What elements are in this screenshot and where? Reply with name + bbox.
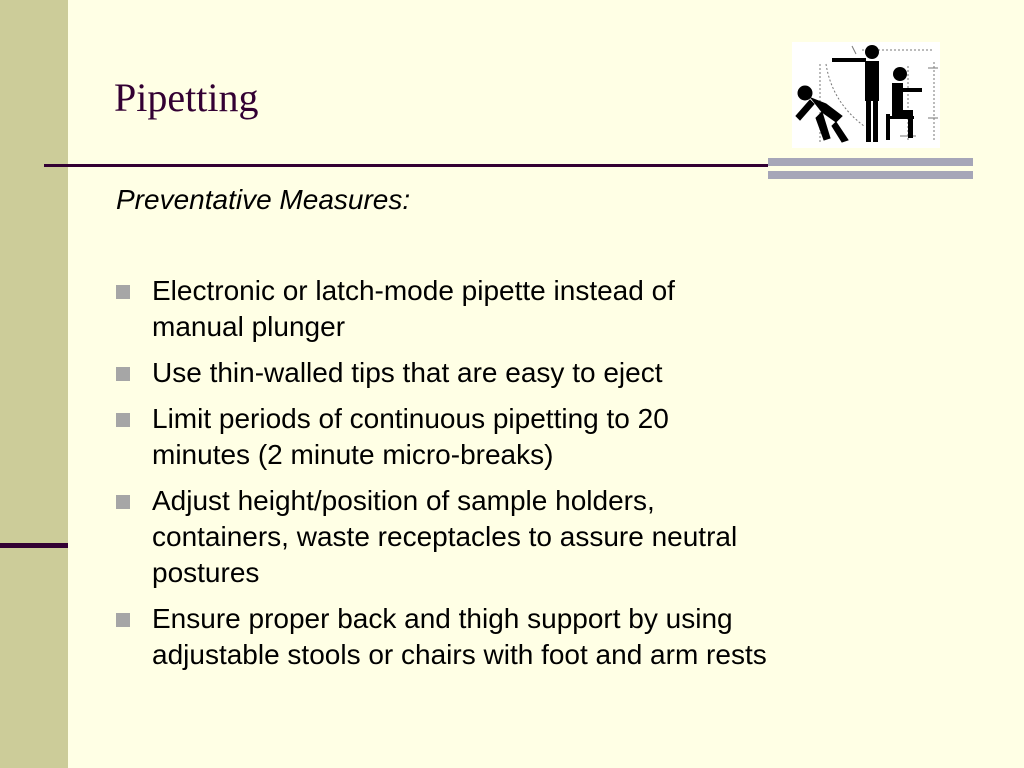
divider-bar-bottom xyxy=(768,171,973,179)
list-item xyxy=(114,601,914,673)
list-item xyxy=(114,483,914,591)
divider-bar-top xyxy=(768,158,973,166)
ergonomics-figures-icon xyxy=(792,42,940,148)
bullet-square-icon xyxy=(116,285,130,299)
bullet-line: Adjust height/position of sample holders, xyxy=(152,485,655,516)
list-item xyxy=(114,401,914,473)
bullet-line: Ensure proper back and thigh support by using xyxy=(152,603,733,634)
title-divider xyxy=(44,164,768,167)
bullet-line: postures xyxy=(152,557,260,588)
bullet-square-icon xyxy=(116,367,130,381)
list-item xyxy=(114,355,914,391)
left-decor-line xyxy=(0,543,68,548)
bullet-square-icon xyxy=(116,413,130,427)
bullet-line: manual plunger xyxy=(152,311,346,342)
bullet-square-icon xyxy=(116,495,130,509)
slide-title: Pipetting xyxy=(114,75,259,120)
list-item xyxy=(114,273,914,345)
left-decor-band xyxy=(0,0,68,768)
bullet-line: Use thin-walled tips that are easy to eject xyxy=(152,357,663,388)
bullet-line: minutes (2 minute micro-breaks) xyxy=(152,439,554,470)
subtitle: Preventative Measures: xyxy=(116,184,411,215)
bullet-line: adjustable stools or chairs with foot and arm rests xyxy=(152,639,767,670)
bullet-line: Electronic or latch-mode pipette instead of xyxy=(152,275,675,306)
bullet-line: Limit periods of continuous pipetting to 20 xyxy=(152,403,669,434)
bullet-square-icon xyxy=(116,613,130,627)
bullet-list xyxy=(114,273,914,683)
bullet-line: containers, waste receptacles to assure neutral xyxy=(152,521,738,552)
